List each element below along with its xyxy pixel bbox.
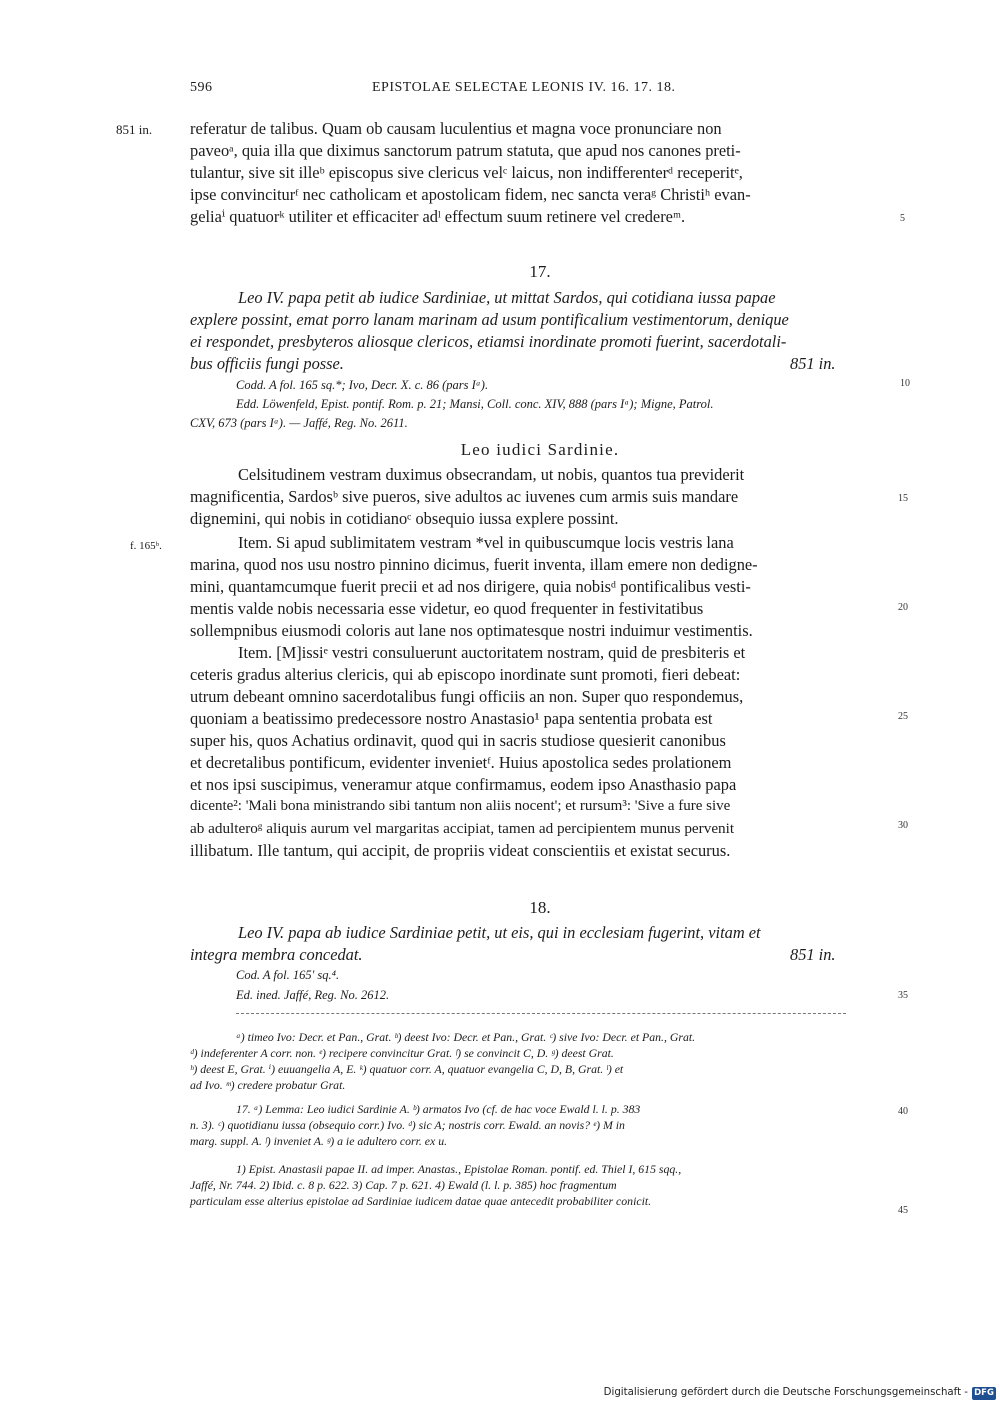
footnote-line: n. 3). ᶜ) quotidianu iussa (obsequio corr.) Ivo. ᵈ) sic A; nostris corr. Ewald. an novis? ᵉ) M in (190, 1118, 625, 1132)
line-number: 5 (900, 213, 905, 224)
text-line: illibatum. Ille tantum, qui accipit, de propriis videat conscientiis et existat securus. (190, 841, 731, 860)
text-line: et decretalibus pontificum, evidenter invenietᶠ. Huius apostolica sedes prolationem (190, 753, 732, 772)
line-number: 35 (898, 990, 908, 1001)
digitization-footer (603, 1386, 998, 1402)
summary-line: bus officiis fungi posse. (190, 354, 344, 373)
footnote-line: particulam esse alterius epistolae ad Sardiniae iudicem datae quae antecedit probabiliter conicit. (190, 1194, 652, 1208)
text-line: ceteris gradus alterius clericis, qui ab episcopo inordinate sunt promoti, fieri debeat: (190, 665, 741, 684)
line-number: 15 (898, 493, 908, 504)
text-line: magnificentia, Sardosᵇ sive pueros, sive adultos ac iuvenes cum armis suis mandare (190, 487, 739, 506)
text-line: Celsitudinem vestram duximus obsecrandam, ut nobis, quantos tua previderit (238, 465, 745, 484)
summary-line: integra membra concedat. (190, 945, 363, 964)
source-line: Edd. Löwenfeld, Epist. pontif. Rom. p. 21; Mansi, Coll. conc. XIV, 888 (pars Iᵃ); Migne, Patrol. (236, 397, 714, 411)
text-line: Item. Si apud sublimitatem vestram *vel in quibuscumque locis vestris lana (238, 533, 734, 552)
summary-date: 851 in. (790, 354, 836, 373)
margin-date: 851 in. (116, 122, 153, 137)
text-line: utrum debeant omnino sacerdotalibus fungi officiis an non. Super quo respondemus, (190, 687, 744, 706)
page-number: 596 (190, 80, 213, 95)
text-line: ipse convinciturᶠ nec catholicam et apostolicam fidem, nec sancta veraᵍ Christiʰ evan- (190, 185, 751, 204)
line-number: 10 (900, 378, 910, 389)
summary-date: 851 in. (790, 945, 836, 964)
digitization-note: Digitalisierung gefördert durch die Deutsche Forschungsgemeinschaft - (603, 1387, 968, 1398)
source-line: CXV, 673 (pars Iᵃ). — Jaffé, Reg. No. 2611. (190, 416, 408, 430)
footnote-line: Jaffé, Nr. 744. 2) Ibid. c. 8 p. 622. 3) Cap. 7 p. 621. 4) Ewald (l. l. p. 385) hoc fragmentum (190, 1178, 617, 1192)
source-line: Cod. A fol. 165' sq.⁴. (236, 968, 340, 982)
text-line: geliaⁱ quatuorᵏ utiliter et efficaciter adˡ effectum suum retinere vel credereᵐ. (190, 207, 686, 226)
text-line: Item. [M]issiᵉ vestri consuluerunt auctoritatem nostram, quid de presbiteris et (238, 643, 746, 662)
line-number: 25 (898, 711, 908, 722)
text-line: tulantur, sive sit illeᵇ episcopus sive clericus velᶜ laicus, non indifferenterᵈ receperitᵉ, (190, 163, 743, 182)
line-number: 20 (898, 602, 908, 613)
dfg-logo-icon: DFG (972, 1387, 996, 1400)
source-line: Ed. ined. Jaffé, Reg. No. 2612. (236, 988, 390, 1002)
text-line: dicente²: 'Mali bona ministrando sibi tantum non aliis nocent'; et rursum³: 'Sive a fure sive (190, 798, 731, 814)
text-line: referatur de talibus. Quam ob causam luculentius et magna voce pronunciare non (190, 119, 722, 138)
text-line: mentis valde nobis necessaria esse videtur, eo quod frequenter in festivitatibus (190, 599, 704, 618)
line-number: 45 (898, 1205, 908, 1216)
source-line: Codd. A fol. 165 sq.*; Ivo, Decr. X. c. 86 (pars Iᵃ). (236, 378, 489, 392)
footnote-line: ᵈ) indeferenter A corr. non. ᵉ) recipere convincitur Grat. ᶠ) se convincit C, D. ᵍ) deest Grat. (190, 1046, 614, 1060)
footnote-line: ᵃ) timeo Ivo: Decr. et Pan., Grat. ᵇ) deest Ivo: Decr. et Pan., Grat. ᶜ) sive Ivo: Decr. et Pan., Grat. (236, 1030, 696, 1044)
line-number: 30 (898, 820, 908, 831)
section-17-number: 17. (529, 262, 551, 281)
text-line: mini, quantamcumque fuerit precii et ad nos dirigere, quia nobisᵈ pontificalibus vesti- (190, 577, 751, 596)
separator-rule (236, 1013, 846, 1014)
text-line: marina, quod nos usu nostro pinnino dicimus, fuerit inventa, illam emere non dedigne- (190, 555, 758, 574)
summary-line: explere possint, emat porro lanam marinam ad usum pontificalium vestimentorum, denique (190, 310, 789, 329)
text-line: ab adulteroᵍ aliquis aurum vel margaritas accipiat, tamen ad percipientem munus pervenit (190, 820, 735, 837)
summary-line: Leo IV. papa petit ab iudice Sardiniae, ut mittat Sardos, qui cotidiana iussa papae (238, 288, 776, 307)
summary-line: Leo IV. papa ab iudice Sardiniae petit, ut eis, qui in ecclesiam fugerint, vitam et (238, 923, 761, 942)
letter-rubric: Leo iudici Sardinie. (460, 440, 620, 459)
footnote-line: ʰ) deest E, Grat. ⁱ) euuangelia A, E. ᵏ) quatuor corr. A, quatuor evangelia C, D, B, Grat. ˡ) et (190, 1062, 624, 1076)
footnote-line: 17. ᵃ) Lemma: Leo iudici Sardinie A. ᵇ) armatos Ivo (cf. de hac voce Ewald l. l. p. 383 (236, 1102, 641, 1116)
footnote-line: marg. suppl. A. ᶠ) inveniet A. ᵍ) a ie adultero corr. ex u. (190, 1134, 448, 1148)
summary-line: ei respondet, presbyteros aliosque clericos, etiamsi inordinate promoti fuerint, sacerdotali- (190, 332, 787, 351)
text-line: et nos ipsi suscipimus, veneramur atque confirmamus, eodem ipso Anasthasio papa (190, 775, 737, 794)
text-line: super his, quos Achatius ordinavit, quod qui in sacris studiose quesierit canonibus (190, 731, 726, 750)
margin-folio: f. 165ᵇ. (130, 540, 162, 552)
text-line: dignemini, qui nobis in cotidianoᶜ obsequio iussa explere possint. (190, 509, 619, 528)
text-line: sollempnibus eiusmodi coloris aut lane nos optimatesque nostri induimur vestimentis. (190, 621, 753, 640)
footnote-line: ad Ivo. ᵐ) credere probatur Grat. (190, 1078, 346, 1092)
text-line: paveoᵃ, quia illa que diximus sanctorum patrum statuta, que apud nos canones preti- (190, 141, 741, 160)
text-line: quoniam a beatissimo predecessore nostro Anastasio¹ papa sententia probata est (190, 709, 713, 728)
section-18-number: 18. (529, 898, 551, 917)
line-number: 40 (898, 1106, 908, 1117)
footnote-line: 1) Epist. Anastasii papae II. ad imper. Anastas., Epistolae Roman. pontif. ed. Thiel I, 615 sqq., (236, 1162, 682, 1176)
running-title: EPISTOLAE SELECTAE LEONIS IV. 16. 17. 18. (372, 80, 676, 95)
